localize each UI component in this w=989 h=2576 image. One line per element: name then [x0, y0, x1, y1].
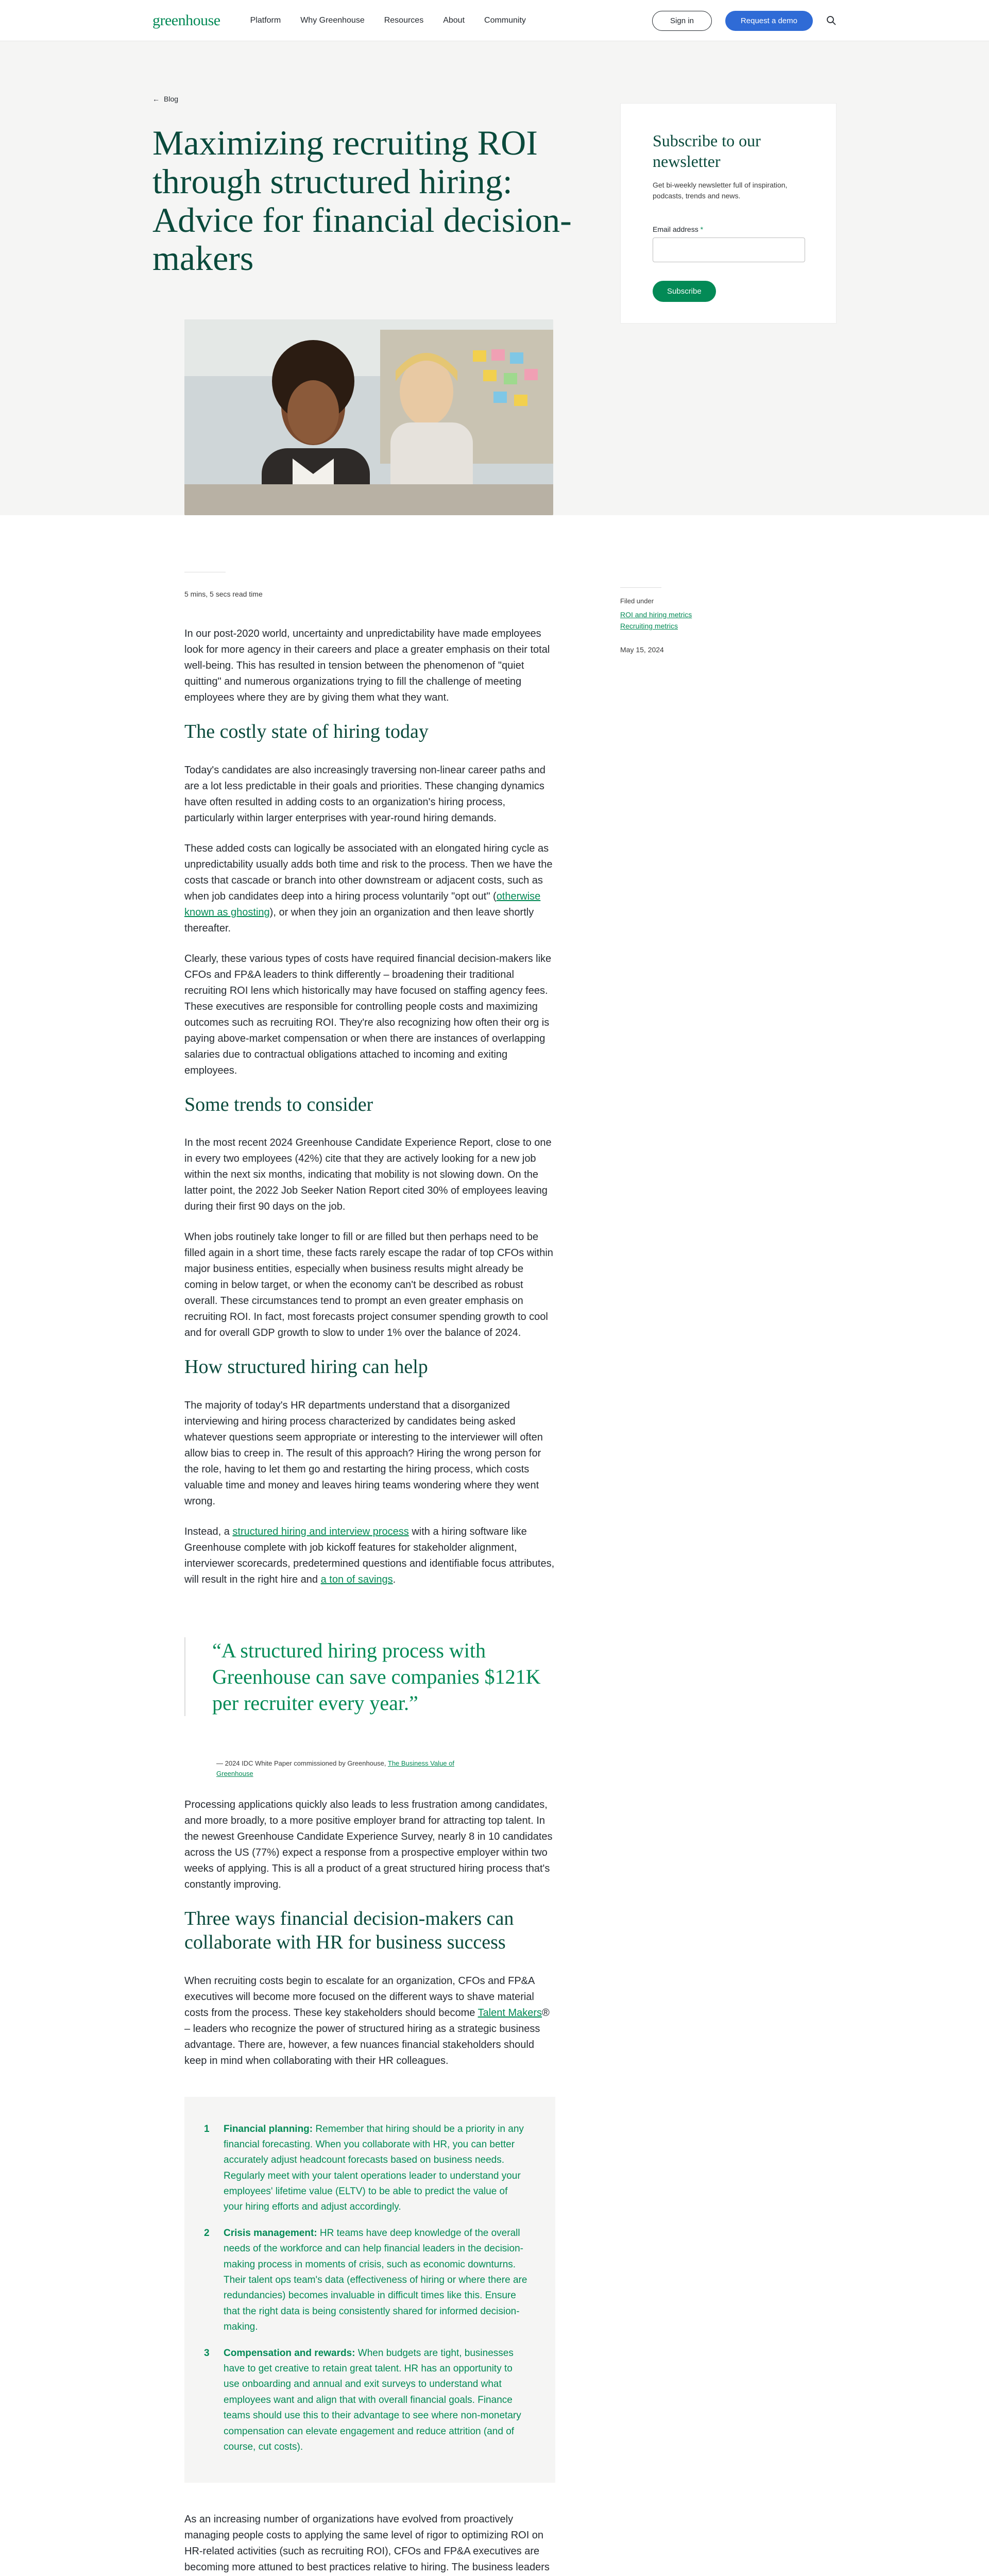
callout-item	[204, 2346, 528, 2455]
text: ® – leaders who recognize the power of structured hiring as a strategic business advantage. There are, however, a few nuances financial stakeholders should keep in mind when collaborating with their HR colleagues.	[184, 2007, 550, 2066]
paragraph: As an increasing number of organizations have evolved from proactively managing people costs to applying the same level of rigor to optimizing ROI on HR-related activities (such as recruiting ROI), CFOs and FP&A executives are becoming more attuned to best practices relative to hiring. The business leaders	[184, 2514, 550, 2573]
talent-makers-link[interactable]: Talent Makers	[478, 2007, 542, 2019]
greenhouse-logo[interactable]: greenhouse	[152, 12, 220, 29]
tag-link-recruiting-metrics[interactable]: Recruiting metrics	[620, 622, 678, 631]
nav-community[interactable]	[484, 16, 526, 25]
callout-item	[204, 2226, 528, 2335]
subscribe-card	[620, 103, 837, 324]
tag-link-roi[interactable]: ROI and hiring metrics	[620, 611, 692, 619]
email-label	[653, 225, 804, 233]
nav-community-label: Community	[484, 16, 526, 25]
nav-menu	[250, 16, 526, 25]
article-body	[184, 515, 555, 2576]
callout-body	[224, 2346, 528, 2455]
text: with a hiring software like Greenhouse complete with job kickoff features for stakeholder alignment, interviewer scorecards, predetermined questions and identifiable focus attributes, will result in the right hire and	[184, 1526, 555, 1585]
subscribe-description: Get bi-weekly newsletter full of inspiration, podcasts, trends and news.	[653, 181, 788, 200]
paragraph: When jobs routinely take longer to fill or are filled but then perhaps need to be filled again in a short time, these facts rarely escape the radar of top CFOs within major business entities, especially when business results might already be coming in below target, or when the economy can't be described as robust overall. These circumstances tend to prompt an even greater emphasis on recruiting ROI. In fact, most forecasts project consumer spending growth to cool and for overall GDP growth to slow to under 1% over the balance of 2024.	[184, 1231, 553, 1339]
callout-title: Crisis management:	[224, 2227, 317, 2239]
callout-body	[224, 2122, 528, 2215]
callout-item	[204, 2122, 528, 2215]
paragraph: Processing applications quickly also leads to less frustration among candidates, and more broadly, to a more positive employer brand for attracting top talent. In the newest Greenhouse Candidate Experience Survey, nearly 8 in 10 candidates across the US (77%) expect a response from a prospective employer within two weeks of applying. This is all a product of a great structured hiring process that's constantly improving.	[184, 1799, 553, 1891]
arrow-left-icon: ←	[152, 95, 160, 103]
callout-text: Remember that hiring should be a priority in any financial forecasting. When you collaborate with HR, you can better accurately adjust headcount forecasts based on business needs. Regularly meet with your talent operations leader to understand your employees' lifetime value (ELTV) to be able to predict the value of your hiring efforts and adjust accordingly.	[224, 2123, 524, 2213]
paragraph: The majority of today's HR departments understand that a disorganized interviewing and hiring process characterized by candidates being asked whatever questions seem appropriate or interesting to the interviewer will often allow bias to creep in. The result of this approach? Hiring the wrong person for the role, having to let them go and restarting the hiring process, which costs valuable time and money and leaves hiring teams wondering where they went wrong.	[184, 1399, 543, 1507]
nav-why-greenhouse[interactable]	[300, 16, 365, 25]
subscribe-title: Subscribe to our newsletter	[653, 131, 761, 171]
hero-image	[184, 319, 553, 515]
paragraph: In the most recent 2024 Greenhouse Candidate Experience Report, close to one in every two employees (42%) cite that they are actively looking for a new job within the next six months, indicating that mobility is not slowing down. On the latter point, the 2022 Job Seeker Nation Report cited 30% of employees leaving during their first 90 days on the job.	[184, 1137, 552, 1213]
nav-platform[interactable]	[250, 16, 281, 25]
email-label-text: Email address	[653, 225, 698, 233]
callout-text: When budgets are tight, businesses have to get creative to retain great talent. HR has an opportunity to use onboarding and annual and exit surveys to understand what employees want and align that with overall financial goals. Finance teams should use this to their advantage to see where non-monetary compensation can elevate engagement and reduce attrition (and of course, cut costs).	[224, 2347, 521, 2452]
ghosting-link[interactable]: otherwise known as ghosting	[184, 890, 541, 918]
quote-source	[216, 1758, 484, 1778]
office-photo-illustration	[184, 319, 553, 515]
paragraph	[184, 1524, 555, 1588]
idc-whitepaper-link[interactable]: The Business Value of Greenhouse	[216, 1759, 454, 1777]
divider	[620, 587, 661, 588]
paragraph: Clearly, these various types of costs have required financial decision-makers like CFOs and FP&A leaders to think differently – broadening their traditional recruiting ROI lens which historically may have focused on staffing agency fees. These executives are responsible for controlling people costs and maximizing outcomes such as recruiting ROI. They're also recognizing how often their org is paying above-market compensation or when there are instances of overlapping salaries due to contractual obligations attached to incoming and exiting employees.	[184, 953, 552, 1076]
pull-quote	[184, 1637, 555, 1717]
paragraph	[184, 841, 555, 937]
section-heading-structured-hiring: How structured hiring can help	[184, 1356, 428, 1378]
article-layout	[152, 515, 837, 2576]
email-field[interactable]	[653, 238, 805, 262]
article-meta-sidebar	[620, 587, 837, 654]
section-heading-costly-state: The costly state of hiring today	[184, 721, 429, 742]
callout-number: 2	[204, 2227, 210, 2239]
callout-title: Compensation and rewards:	[224, 2347, 355, 2359]
callout-number: 3	[204, 2347, 210, 2359]
paragraph	[184, 1973, 555, 2069]
hero-section	[0, 41, 989, 515]
text: .	[393, 1573, 396, 1585]
nav-about[interactable]	[443, 16, 465, 25]
top-navigation	[0, 0, 989, 41]
filed-under-label: Filed under	[620, 597, 654, 605]
paragraph: Today's candidates are also increasingly traversing non-linear career paths and are a lot less predictable in their goals and priorities. These changing dynamics have often resulted in adding costs to an organization's hiring process, particularly within larger enterprises with year-round hiring demands.	[184, 764, 545, 824]
required-mark: *	[700, 225, 704, 233]
publish-date: May 15, 2024	[620, 645, 664, 654]
nav-platform-label: Platform	[250, 16, 281, 25]
callout-title: Financial planning:	[224, 2123, 313, 2134]
callout-text: HR teams have deep knowledge of the overall needs of the workforce and can help financial leaders in the decision-making process in moments of crisis, such as economic downturns. Their talent ops team's data (effectiveness of hiring or where there are redundancies) becomes invaluable in difficult times like this. Ensure that the right data is being consistently shared for informed decision-making.	[224, 2227, 527, 2333]
page-title: Maximizing recruiting ROI through structured hiring: Advice for financial decision-makers	[152, 123, 572, 278]
text: ), or when they join an organization and then leave shortly thereafter.	[184, 906, 534, 934]
text: These added costs can logically be associated with an elongated hiring cycle as unpredictability usually adds both time and risk to the process. Then we have the costs that cascade or branch into other downstream or adjacent costs, such as when job candidates deep into a hiring process voluntarily "opt out" (	[184, 842, 553, 902]
breadcrumb[interactable]	[152, 95, 178, 103]
intro-paragraph: In our post-2020 world, uncertainty and unpredictability have made employees look for more agency in their careers and place a greater emphasis on their total well-being. This has resulted in tension between the phenomenon of "quiet quitting" and numerous organizations trying to fill the challenge of meeting employees where they are by giving them what they want.	[184, 628, 550, 703]
nav-about-label: About	[443, 16, 465, 25]
sign-in-button[interactable]: Sign in	[652, 11, 712, 31]
savings-link[interactable]: a ton of savings	[320, 1573, 393, 1585]
numbered-callout	[184, 2097, 555, 2483]
text: When recruiting costs begin to escalate for an organization, CFOs and FP&A executives will become more focused on the different ways to shave material costs from the process. These key stakeholders should become	[184, 1975, 535, 2019]
callout-number: 1	[204, 2123, 210, 2134]
read-time: 5 mins, 5 secs read time	[184, 590, 263, 598]
text: Instead, a	[184, 1526, 233, 1537]
search-icon[interactable]	[826, 15, 837, 26]
nav-resources-label: Resources	[384, 16, 424, 25]
quote-text: “A structured hiring process with Greenhouse can save companies $121K per recruiter every year.”	[212, 1638, 541, 1715]
request-demo-button[interactable]: Request a demo	[725, 11, 813, 31]
section-heading-three-ways: Three ways financial decision-makers can collaborate with HR for business success	[184, 1908, 514, 1953]
quote-bar	[184, 1637, 185, 1717]
subscribe-button[interactable]: Subscribe	[653, 281, 716, 302]
nav-resources[interactable]	[384, 16, 423, 25]
structured-hiring-link[interactable]: structured hiring and interview process	[232, 1526, 409, 1537]
callout-body	[224, 2226, 528, 2335]
breadcrumb-label: Blog	[164, 95, 179, 103]
nav-why-greenhouse-label: Why Greenhouse	[300, 16, 365, 25]
section-heading-trends: Some trends to consider	[184, 1093, 373, 1115]
text: — 2024 IDC White Paper commissioned by Greenhouse,	[216, 1759, 388, 1768]
